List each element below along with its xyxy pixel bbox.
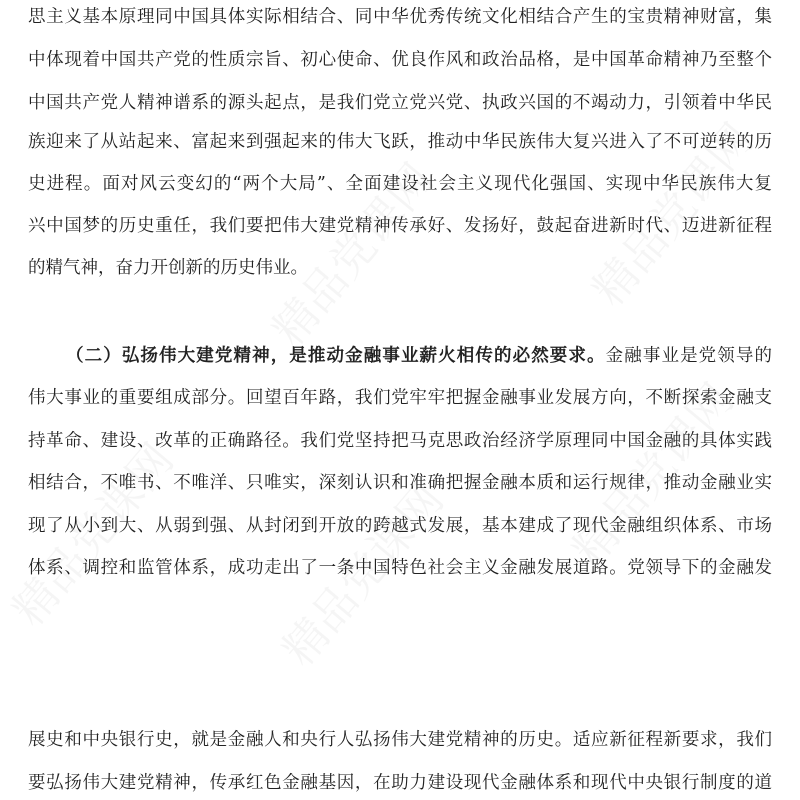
section-heading: （二）弘扬伟大建党精神，是推动金融事业薪火相传的必然要求。 xyxy=(66,346,606,366)
text-line: 要弘扬伟大建党精神，传承红色金融基因，在助力建设现代金融体系和现代中央银行制度的道 xyxy=(28,773,772,793)
text-line: 相结合，不唯书、不唯洋、只唯实，深刻认识和准确把握金融本质和运行规律，推动金融业实 xyxy=(28,473,772,493)
text-line: 族迎来了从站起来、富起来到强起来的伟大飞跃，推动中华民族伟大复兴进入了不可逆转的历 xyxy=(28,132,772,152)
text-line xyxy=(66,344,772,368)
text-line: 展史和中央银行史，就是金融人和央行人弘扬伟大建党精神的历史。适应新征程新要求，我们 xyxy=(28,730,772,750)
text-line: 思主义基本原理同中国具体实际相结合、同中华优秀传统文化相结合产生的宝贵精神财富，集 xyxy=(28,7,772,27)
watermark: 精品党课网 xyxy=(563,374,744,576)
text-line: 现了从小到大、从弱到强、从封闭到开放的跨越式发展，基本建成了现代金融组织体系、市场 xyxy=(28,516,772,536)
text-line: 中国共产党人精神谱系的源头起点，是我们党立党兴党、执政兴国的不竭动力，引领着中华民 xyxy=(28,93,772,113)
watermark: 精品党课网 xyxy=(583,114,764,316)
text-line: 兴中国梦的历史重任，我们要把伟大建党精神传承好、发扬好，鼓起奋进新时代、迈进新征程 xyxy=(28,216,772,236)
watermark: 精品党课网 xyxy=(273,474,454,676)
text-span: 金融事业是党领导的 xyxy=(605,346,773,366)
text-line: 体系、调控和监管体系，成功走出了一条中国特色社会主义金融发展道路。党领导下的金融发 xyxy=(28,558,772,578)
text-line: 伟大事业的重要组成部分。回望百年路，我们党牢牢把握金融事业发展方向，不断探索金融支 xyxy=(28,388,772,408)
text-line: 中体现着中国共产党的性质宗旨、初心使命、优良作风和政治品格，是中国革命精神乃至整个 xyxy=(28,50,772,70)
text-line: 史进程。面对风云变幻的“两个大局”、全面建设社会主义现代化强国、实现中华民族伟大复 xyxy=(28,174,772,194)
text-line: 持革命、建设、改革的正确路径。我们党坚持把马克思政治经济学原理同中国金融的具体实践 xyxy=(28,431,772,451)
watermark: 精品党课网 xyxy=(263,154,444,356)
text-line: 的精气神，奋力开创新的历史伟业。 xyxy=(28,258,308,278)
watermark: 精品党课网 xyxy=(3,434,184,636)
